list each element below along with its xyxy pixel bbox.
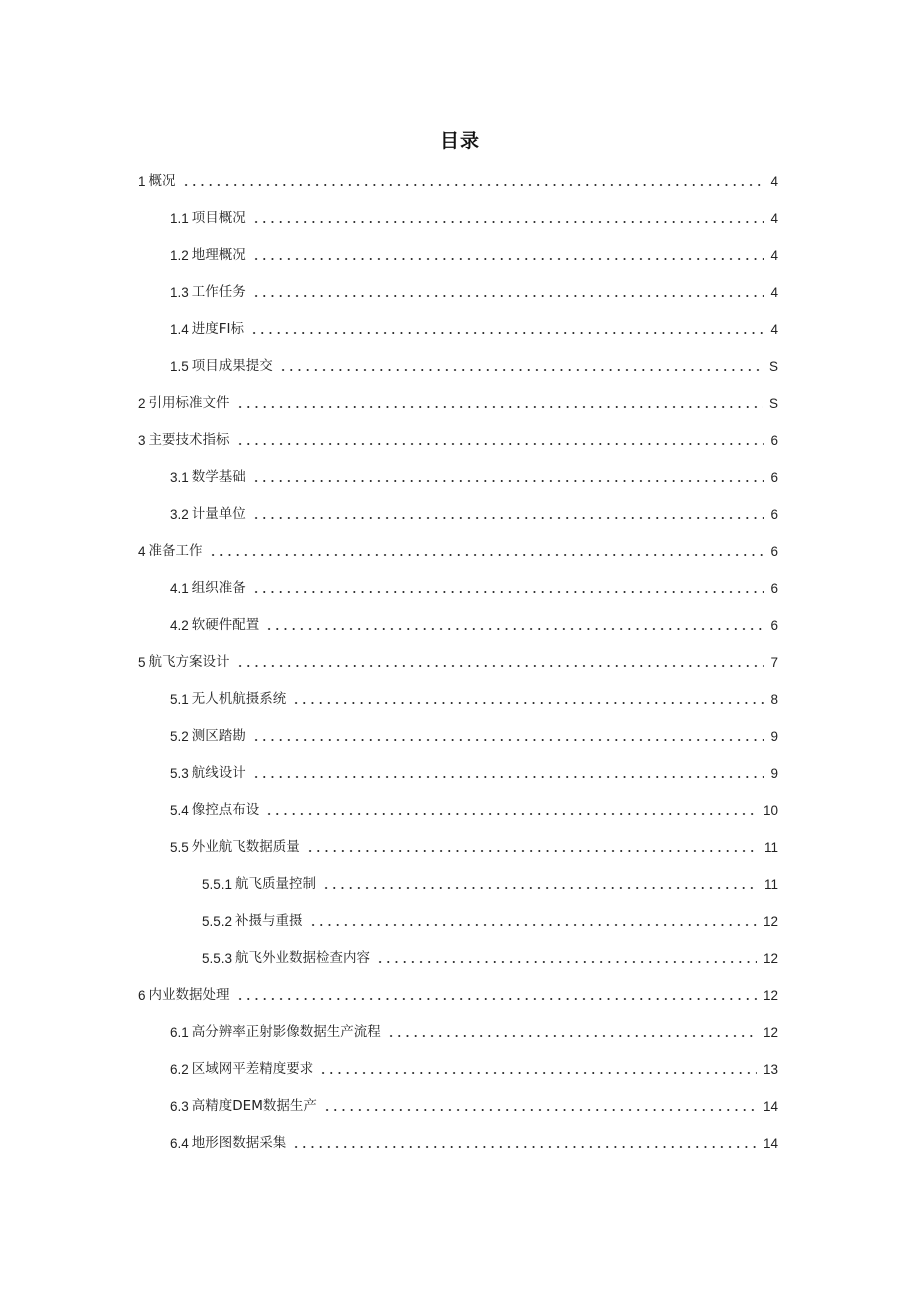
toc-entry-page-number: 10 xyxy=(762,803,778,818)
toc-entry-page-number: S xyxy=(768,359,778,374)
toc-entry-number: 5.1 xyxy=(170,692,189,707)
toc-entry[interactable] xyxy=(202,866,778,903)
dot-leader xyxy=(252,739,765,741)
toc-entry-number: 4 xyxy=(138,544,146,559)
dot-leader xyxy=(322,887,758,889)
toc-entry-page-number: 6 xyxy=(770,544,778,559)
toc-entry[interactable] xyxy=(138,533,778,570)
toc-entry-page-number: 6 xyxy=(770,581,778,596)
toc-entry-page-number: 6 xyxy=(770,470,778,485)
toc-entry-number: 1.3 xyxy=(170,285,189,300)
toc-entry-number: 4.2 xyxy=(170,618,189,633)
dot-leader xyxy=(236,406,763,408)
toc-entry-number: 1.1 xyxy=(170,211,189,226)
dot-leader xyxy=(309,924,757,926)
toc-entry-number: 3.1 xyxy=(170,470,189,485)
toc-entry-title: 外业航飞数据质量 xyxy=(191,839,300,855)
dot-leader xyxy=(279,369,763,371)
dot-leader xyxy=(265,813,757,815)
toc-entry-title: 软硬件配置 xyxy=(191,617,260,633)
dot-leader xyxy=(292,1146,757,1148)
toc-entry[interactable] xyxy=(170,348,778,385)
toc-entry-page-number: 12 xyxy=(762,914,778,929)
toc-entry[interactable] xyxy=(170,1014,778,1051)
toc-entry-title: 数学基础 xyxy=(191,469,246,485)
dot-leader xyxy=(252,295,765,297)
toc-entry-title: 项目概况 xyxy=(191,210,246,226)
toc-entry-number: 1.2 xyxy=(170,248,189,263)
dot-leader xyxy=(250,332,764,334)
dot-leader xyxy=(236,665,765,667)
toc-entry[interactable] xyxy=(138,422,778,459)
toc-entry-title: 航飞外业数据检查内容 xyxy=(235,950,371,966)
toc-entry[interactable] xyxy=(138,385,778,422)
toc-entry-number: 6 xyxy=(138,988,146,1003)
toc-entry[interactable] xyxy=(170,1051,778,1088)
toc-entry-page-number: 4 xyxy=(770,211,778,226)
toc-entry-page-number: 4 xyxy=(770,285,778,300)
toc-entry[interactable] xyxy=(170,681,778,718)
toc-title: 目录 xyxy=(439,130,480,152)
toc-entry[interactable] xyxy=(202,903,778,940)
dot-leader xyxy=(182,184,765,186)
toc-entry[interactable] xyxy=(138,163,778,200)
toc-entry-page-number: 4 xyxy=(770,174,778,189)
toc-entry[interactable] xyxy=(170,274,778,311)
toc-entry-number: 6.1 xyxy=(170,1025,189,1040)
toc-entry-number: 5.5.2 xyxy=(202,914,233,929)
toc-entry-page-number: 9 xyxy=(770,729,778,744)
toc-entry[interactable] xyxy=(170,1125,778,1162)
dot-leader xyxy=(265,628,764,630)
toc-entry[interactable] xyxy=(170,792,778,829)
toc-entry-page-number: 9 xyxy=(770,766,778,781)
toc-entry-page-number: 12 xyxy=(762,951,778,966)
dot-leader xyxy=(292,702,764,704)
dot-leader xyxy=(252,591,765,593)
toc-entry-number: 6.3 xyxy=(170,1099,189,1114)
toc-entry-number: 5.5.3 xyxy=(202,951,233,966)
dot-leader xyxy=(252,221,765,223)
toc-entry-title: 准备工作 xyxy=(148,543,203,559)
dot-leader xyxy=(252,480,765,482)
toc-entry[interactable] xyxy=(170,237,778,274)
toc-entry-number: 1.4 xyxy=(170,322,189,337)
toc-entry-page-number: 14 xyxy=(762,1099,778,1114)
dot-leader xyxy=(209,554,765,556)
toc-entry-title: 无人机航摄系统 xyxy=(191,691,287,707)
toc-entry-number: 2 xyxy=(138,396,146,411)
toc-entry-title: 地形图数据采集 xyxy=(191,1135,287,1151)
toc-entry[interactable] xyxy=(202,940,778,977)
toc-entry[interactable] xyxy=(170,459,778,496)
dot-leader xyxy=(252,776,765,778)
toc-entry-number: 1 xyxy=(138,174,146,189)
toc-entry-title: 地理概况 xyxy=(191,247,246,263)
dot-leader xyxy=(306,850,758,852)
toc-entry-title: 高分辨率正射影像数据生产流程 xyxy=(191,1024,381,1040)
toc-entry[interactable] xyxy=(170,829,778,866)
toc-entry-title: 航飞质量控制 xyxy=(235,876,317,892)
toc-entry[interactable] xyxy=(170,496,778,533)
dot-leader xyxy=(236,998,757,1000)
toc-entry-page-number: 4 xyxy=(770,248,778,263)
toc-entry-title: 主要技术指标 xyxy=(148,432,230,448)
toc-entry-number: 3.2 xyxy=(170,507,189,522)
toc-entry-page-number: 6 xyxy=(770,507,778,522)
toc-entry-title: 补摄与重摄 xyxy=(235,913,303,929)
toc-entry[interactable] xyxy=(170,1088,778,1125)
toc-entry-number: 1.5 xyxy=(170,359,189,374)
toc-entry-title: 项目成果提交 xyxy=(191,358,273,374)
toc-entry-number: 5 xyxy=(138,655,146,670)
toc-entry[interactable] xyxy=(138,644,778,681)
toc-entry-number: 5.5.1 xyxy=(202,877,233,892)
toc-entry-number: 5.2 xyxy=(170,729,189,744)
toc-entry-title: 像控点布设 xyxy=(191,802,260,818)
toc-entry-number: 6.4 xyxy=(170,1136,189,1151)
toc-entry-page-number: 4 xyxy=(770,322,778,337)
toc-entry-title: 测区踏勘 xyxy=(191,728,246,744)
toc-entry-title: 组织准备 xyxy=(191,580,246,596)
toc-entry[interactable] xyxy=(170,200,778,237)
toc-entry-page-number: 13 xyxy=(762,1062,778,1077)
toc-entry-number: 5.4 xyxy=(170,803,189,818)
toc-entry-title: 内业数据处理 xyxy=(148,987,230,1003)
toc-entry-number: 5.3 xyxy=(170,766,189,781)
toc-entry-title: 航线设计 xyxy=(191,765,246,781)
dot-leader xyxy=(252,517,765,519)
toc-entry[interactable] xyxy=(170,311,778,348)
toc-entry-page-number: 12 xyxy=(762,1025,778,1040)
dot-leader xyxy=(387,1035,757,1037)
toc-entry-page-number: S xyxy=(768,396,778,411)
toc-entry-page-number: 6 xyxy=(770,433,778,448)
toc-entry-page-number: 8 xyxy=(770,692,778,707)
toc-entry-title: 进度FI标 xyxy=(191,321,245,337)
dot-leader xyxy=(319,1072,757,1074)
toc-entry-title: 计量单位 xyxy=(191,506,246,522)
toc-entry-number: 5.5 xyxy=(170,840,189,855)
dot-leader xyxy=(323,1109,757,1111)
toc-entry-page-number: 6 xyxy=(770,618,778,633)
toc-entry-number: 6.2 xyxy=(170,1062,189,1077)
toc-entry-title: 工作任务 xyxy=(191,284,246,300)
toc-entry-number: 3 xyxy=(138,433,146,448)
toc-entry-title: 高精度DEM数据生产 xyxy=(191,1098,317,1114)
toc-entry-title: 引用标准文件 xyxy=(148,395,230,411)
toc-entry-title: 区域网平差精度要求 xyxy=(191,1061,314,1077)
toc-entry[interactable] xyxy=(170,607,778,644)
toc-entry[interactable] xyxy=(138,977,778,1014)
toc-entry[interactable] xyxy=(170,718,778,755)
toc-entry-page-number: 7 xyxy=(770,655,778,670)
toc-entry-number: 4.1 xyxy=(170,581,189,596)
dot-leader xyxy=(376,961,757,963)
toc-entry-title: 概况 xyxy=(148,173,176,189)
toc-entry[interactable] xyxy=(170,755,778,792)
toc-entry-page-number: 14 xyxy=(762,1136,778,1151)
toc-entry-page-number: 11 xyxy=(763,840,778,855)
dot-leader xyxy=(236,443,765,445)
toc-entry[interactable] xyxy=(170,570,778,607)
toc-entry-title: 航飞方案设计 xyxy=(148,654,230,670)
dot-leader xyxy=(252,258,765,260)
toc-entry-page-number: 11 xyxy=(763,877,778,892)
toc-entry-page-number: 12 xyxy=(762,988,778,1003)
